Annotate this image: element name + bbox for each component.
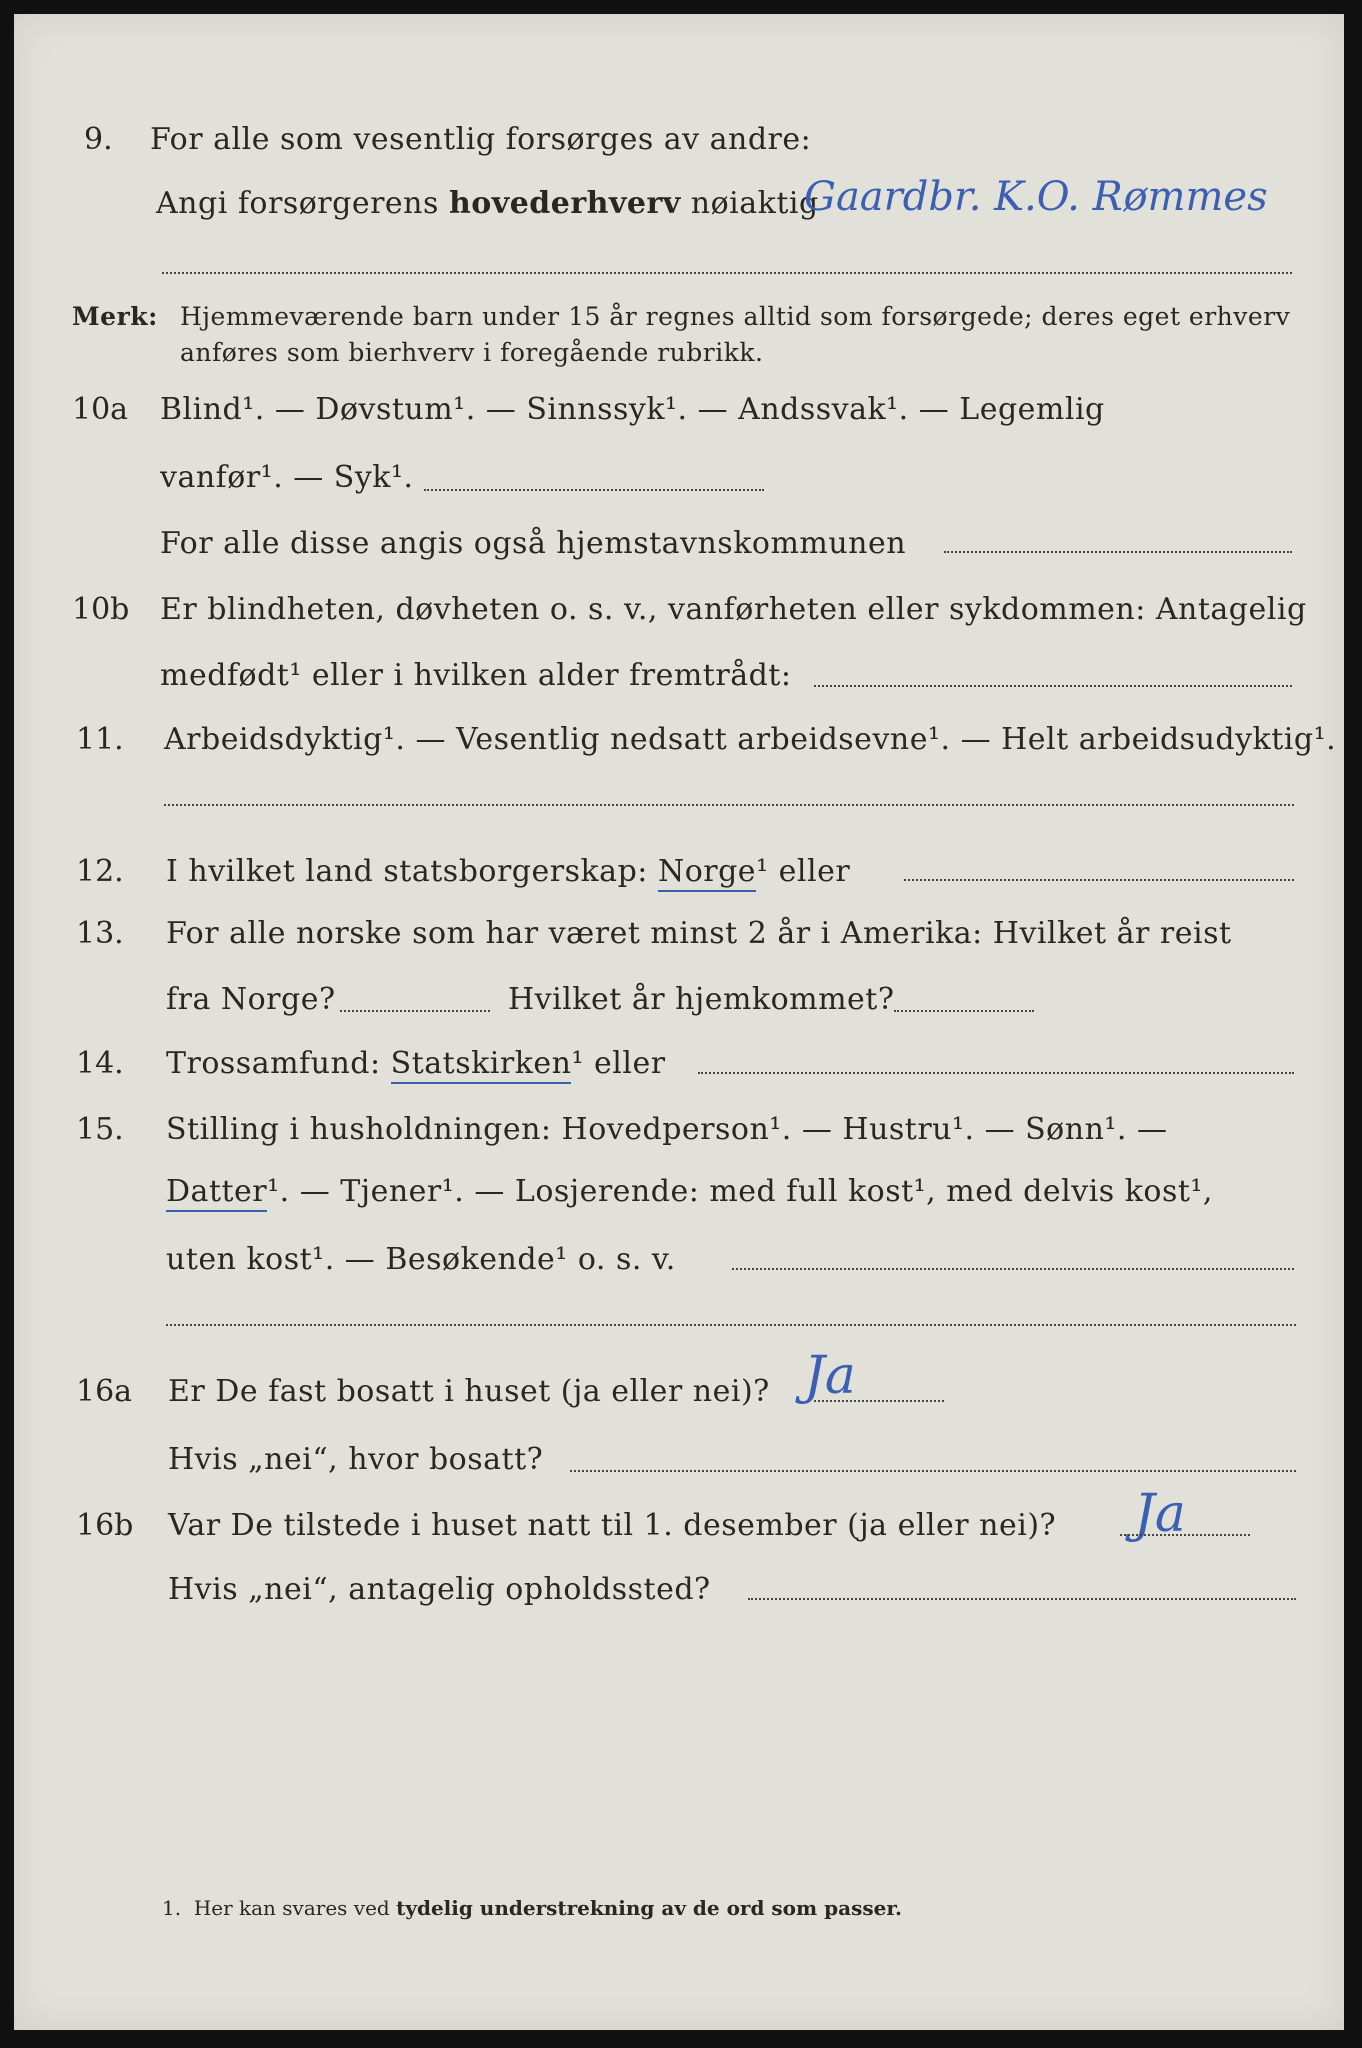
q16b-number: 16b	[76, 1508, 134, 1543]
q13-line1: For alle norske som har været minst 2 år i Amerika: Hvilket år reist	[166, 916, 1232, 951]
q10b-line2: medfødt¹ eller i hvilken alder fremtrådt:	[160, 658, 792, 693]
q15-line2-rest: ¹. — Tjener¹. — Losjerende: med full kost¹, med delvis kost¹,	[267, 1174, 1213, 1209]
q13-reist-line	[340, 1010, 490, 1012]
q10a-syk-line	[424, 489, 764, 491]
q13-line2b: Hvilket år hjemkommet?	[508, 982, 895, 1017]
q11-number: 11.	[76, 722, 124, 757]
q10a-number: 10a	[72, 392, 129, 427]
footnote	[162, 1896, 902, 1920]
q14-underlined-statskirken[interactable]: Statskirken	[391, 1046, 572, 1084]
q9-number: 9.	[84, 122, 113, 157]
q12-answer-line	[904, 879, 1294, 881]
q14-number: 14.	[76, 1046, 124, 1081]
q13-hjemkommet-line	[894, 1010, 1034, 1012]
q10b-answer-line	[814, 685, 1292, 687]
q9-line1: For alle som vesentlig forsørges av andre:	[150, 122, 812, 157]
q10a-line3: For alle disse angis også hjemstavnskommunen	[160, 526, 907, 561]
q14-line	[166, 1046, 666, 1081]
q16a-number: 16a	[76, 1374, 133, 1409]
q14-answer-line	[698, 1072, 1294, 1074]
q16a-bosatt-line	[570, 1470, 1296, 1472]
q10a-kommune-line	[944, 551, 1292, 553]
merk-line1: Hjemmeværende barn under 15 år regnes alltid som forsørgede; deres eget erhverv	[180, 302, 1291, 331]
q16a-line2: Hvis „nei“, hvor bosatt?	[168, 1442, 544, 1477]
q9-line2	[156, 186, 819, 221]
q16b-answer-line	[1120, 1534, 1250, 1536]
census-form-page	[14, 14, 1344, 2030]
footnote-text-bold: tydelig understrekning av de ord som passer.	[396, 1896, 902, 1920]
q13-line2a: fra Norge?	[166, 982, 336, 1017]
q10a-line2: vanfør¹. — Syk¹.	[160, 460, 414, 495]
q9-line2-suffix: nøiaktig	[690, 186, 819, 221]
merk-label: Merk:	[72, 302, 158, 331]
q15-extra-line	[166, 1324, 1296, 1326]
q11-line1: Arbeidsdyktig¹. — Vesentlig nedsatt arbeidsevne¹. — Helt arbeidsudyktig¹.	[164, 722, 1337, 757]
q16a-handwritten-answer[interactable]: Ja	[804, 1346, 856, 1406]
q15-underlined-datter[interactable]: Datter	[166, 1174, 267, 1212]
q16b-line2: Hvis „nei“, antagelig opholdssted?	[168, 1572, 711, 1607]
q10b-number: 10b	[72, 592, 130, 627]
q9-line2-bold: hovederhverv	[448, 186, 681, 221]
q14-suffix: ¹ eller	[571, 1046, 666, 1081]
q15-number: 15.	[76, 1112, 124, 1147]
q16b-line1: Var De tilstede i huset natt til 1. desember (ja eller nei)?	[168, 1508, 1057, 1543]
footnote-mark: 1.	[162, 1896, 182, 1920]
q10b-line1: Er blindheten, døvheten o. s. v., vanførheten eller sykdommen: Antagelig	[160, 592, 1307, 627]
q13-number: 13.	[76, 916, 124, 951]
q10a-line1: Blind¹. — Døvstum¹. — Sinnssyk¹. — Andssvak¹. — Legemlig	[160, 392, 1105, 427]
q12-number: 12.	[76, 854, 124, 889]
merk-line2: anføres som bierhverv i foregående rubrikk.	[180, 338, 764, 367]
q11-answer-line	[164, 804, 1294, 806]
q14-prefix: Trossamfund:	[166, 1046, 381, 1081]
q12-underlined-norge[interactable]: Norge	[658, 854, 756, 892]
q15-line1: Stilling i husholdningen: Hovedperson¹. — Hustru¹. — Sønn¹. —	[166, 1112, 1168, 1147]
q16b-handwritten-answer[interactable]: Ja	[1134, 1484, 1186, 1544]
q9-handwritten-answer[interactable]: Gaardbr. K.O. Rømmes	[804, 174, 1268, 220]
q9-line2-prefix: Angi forsørgerens	[156, 186, 439, 221]
q9-answer-line	[162, 272, 1292, 274]
q16a-answer-line	[814, 1400, 944, 1402]
footnote-text-prefix: Her kan svares ved	[193, 1896, 390, 1920]
q12-suffix: ¹ eller	[756, 854, 851, 889]
q15-answer-line	[732, 1268, 1294, 1270]
q16b-opholdssted-line	[748, 1598, 1296, 1600]
q12-prefix: I hvilket land statsborgerskap:	[166, 854, 648, 889]
q15-line3: uten kost¹. — Besøkende¹ o. s. v.	[166, 1242, 676, 1277]
q16a-line1: Er De fast bosatt i huset (ja eller nei)?	[168, 1374, 770, 1409]
q12-line	[166, 854, 850, 889]
q15-line2	[166, 1174, 1213, 1209]
